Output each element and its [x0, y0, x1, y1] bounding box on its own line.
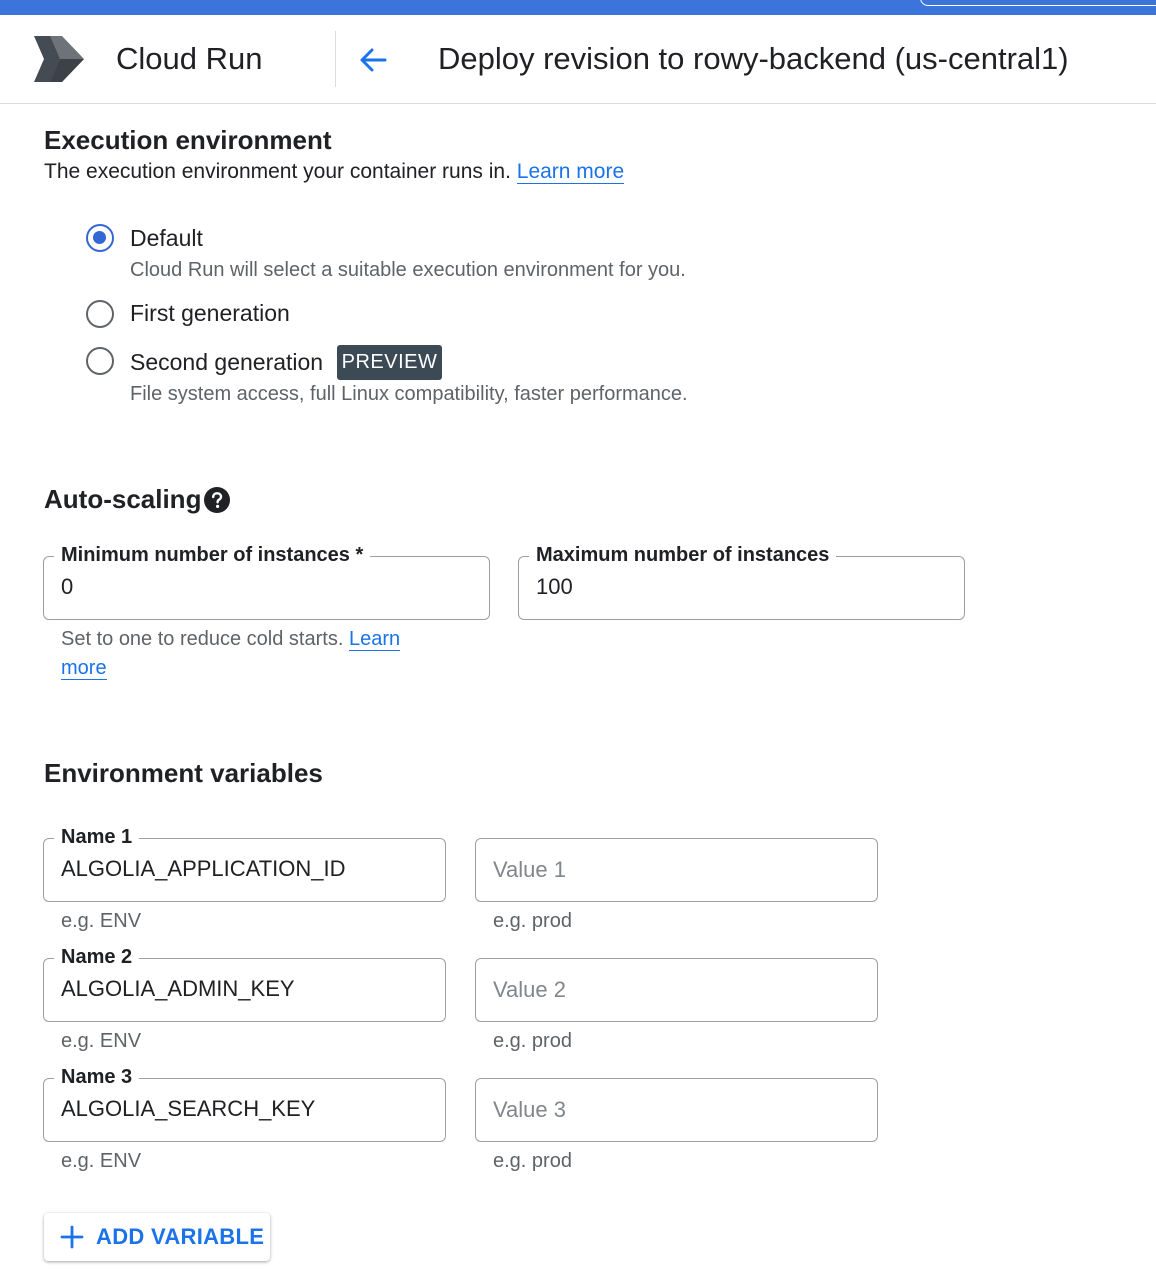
environment-variables-title: Environment variables	[44, 758, 323, 788]
app-title: Cloud Run	[116, 41, 263, 76]
env-name-2-input[interactable]	[43, 946, 446, 1022]
page-header	[0, 15, 1156, 104]
back-arrow-icon[interactable]	[355, 42, 391, 78]
page-title: Deploy revision to rowy-backend (us-central1)	[438, 41, 1069, 76]
env-name-1-input[interactable]	[43, 826, 446, 902]
env-name-1-value[interactable]: ALGOLIA_APPLICATION_ID	[61, 856, 346, 881]
radio-second-generation-description: File system access, full Linux compatibility, faster performance.	[130, 383, 688, 405]
header-divider	[335, 31, 336, 87]
env-value-1-input[interactable]	[475, 838, 878, 902]
env-name-1-hint: e.g. ENV	[61, 910, 142, 932]
env-name-3-label: Name 3	[54, 1064, 139, 1090]
radio-second-generation[interactable]	[86, 347, 114, 375]
min-instances-learn-link[interactable]: Learn	[348, 628, 401, 650]
env-name-1-label: Name 1	[54, 824, 139, 850]
radio-default[interactable]	[86, 224, 114, 252]
auto-scaling-title: Auto-scaling	[44, 484, 202, 514]
env-name-2-label: Name 2	[54, 944, 139, 970]
env-value-2-hint: e.g. prod	[493, 1030, 572, 1052]
env-value-2-placeholder: Value 2	[493, 977, 566, 1002]
plus-icon	[60, 1225, 84, 1249]
max-instances-input[interactable]	[518, 544, 965, 620]
max-instances-label: Maximum number of instances	[529, 542, 836, 568]
min-instances-label: Minimum number of instances *	[54, 542, 370, 568]
min-instances-input[interactable]	[43, 544, 490, 620]
env-name-3-hint: e.g. ENV	[61, 1150, 142, 1172]
min-instances-value[interactable]: 0	[61, 574, 74, 599]
env-value-2-input[interactable]	[475, 958, 878, 1022]
preview-badge: PREVIEW	[337, 345, 442, 380]
execution-environment-title: Execution environment	[44, 125, 332, 155]
radio-default-label[interactable]: Default	[130, 225, 203, 251]
min-instances-hint	[61, 625, 441, 683]
top-search-outline[interactable]	[920, 0, 1156, 6]
max-instances-value[interactable]: 100	[536, 574, 573, 599]
env-value-1-placeholder: Value 1	[493, 857, 566, 882]
add-variable-button[interactable]	[44, 1213, 270, 1261]
radio-first-generation[interactable]	[86, 300, 114, 328]
execution-environment-description	[44, 159, 624, 185]
radio-second-generation-label[interactable]: Second generation	[130, 349, 324, 375]
env-value-3-input[interactable]	[475, 1078, 878, 1142]
radio-first-generation-label[interactable]: First generation	[130, 300, 290, 326]
top-blue-bar	[0, 0, 1156, 15]
env-value-3-hint: e.g. prod	[493, 1150, 572, 1172]
env-name-2-value[interactable]: ALGOLIA_ADMIN_KEY	[61, 976, 295, 1001]
min-instances-hint-text: Set to one to reduce cold starts.	[61, 628, 344, 650]
env-value-3-placeholder: Value 3	[493, 1097, 566, 1122]
radio-default-description: Cloud Run will select a suitable execution environment for you.	[130, 259, 686, 281]
help-icon[interactable]	[204, 487, 230, 513]
env-value-1-hint: e.g. prod	[493, 910, 572, 932]
add-variable-label: ADD VARIABLE	[96, 1224, 265, 1249]
cloud-run-logo-icon	[32, 32, 86, 86]
env-name-3-input[interactable]	[43, 1066, 446, 1142]
env-name-2-hint: e.g. ENV	[61, 1030, 142, 1052]
learn-more-link[interactable]: Learn more	[516, 160, 625, 183]
min-instances-more-link[interactable]: more	[61, 657, 107, 679]
env-name-3-value[interactable]: ALGOLIA_SEARCH_KEY	[61, 1096, 316, 1121]
execution-description-text: The execution environment your container runs in.	[44, 160, 511, 183]
